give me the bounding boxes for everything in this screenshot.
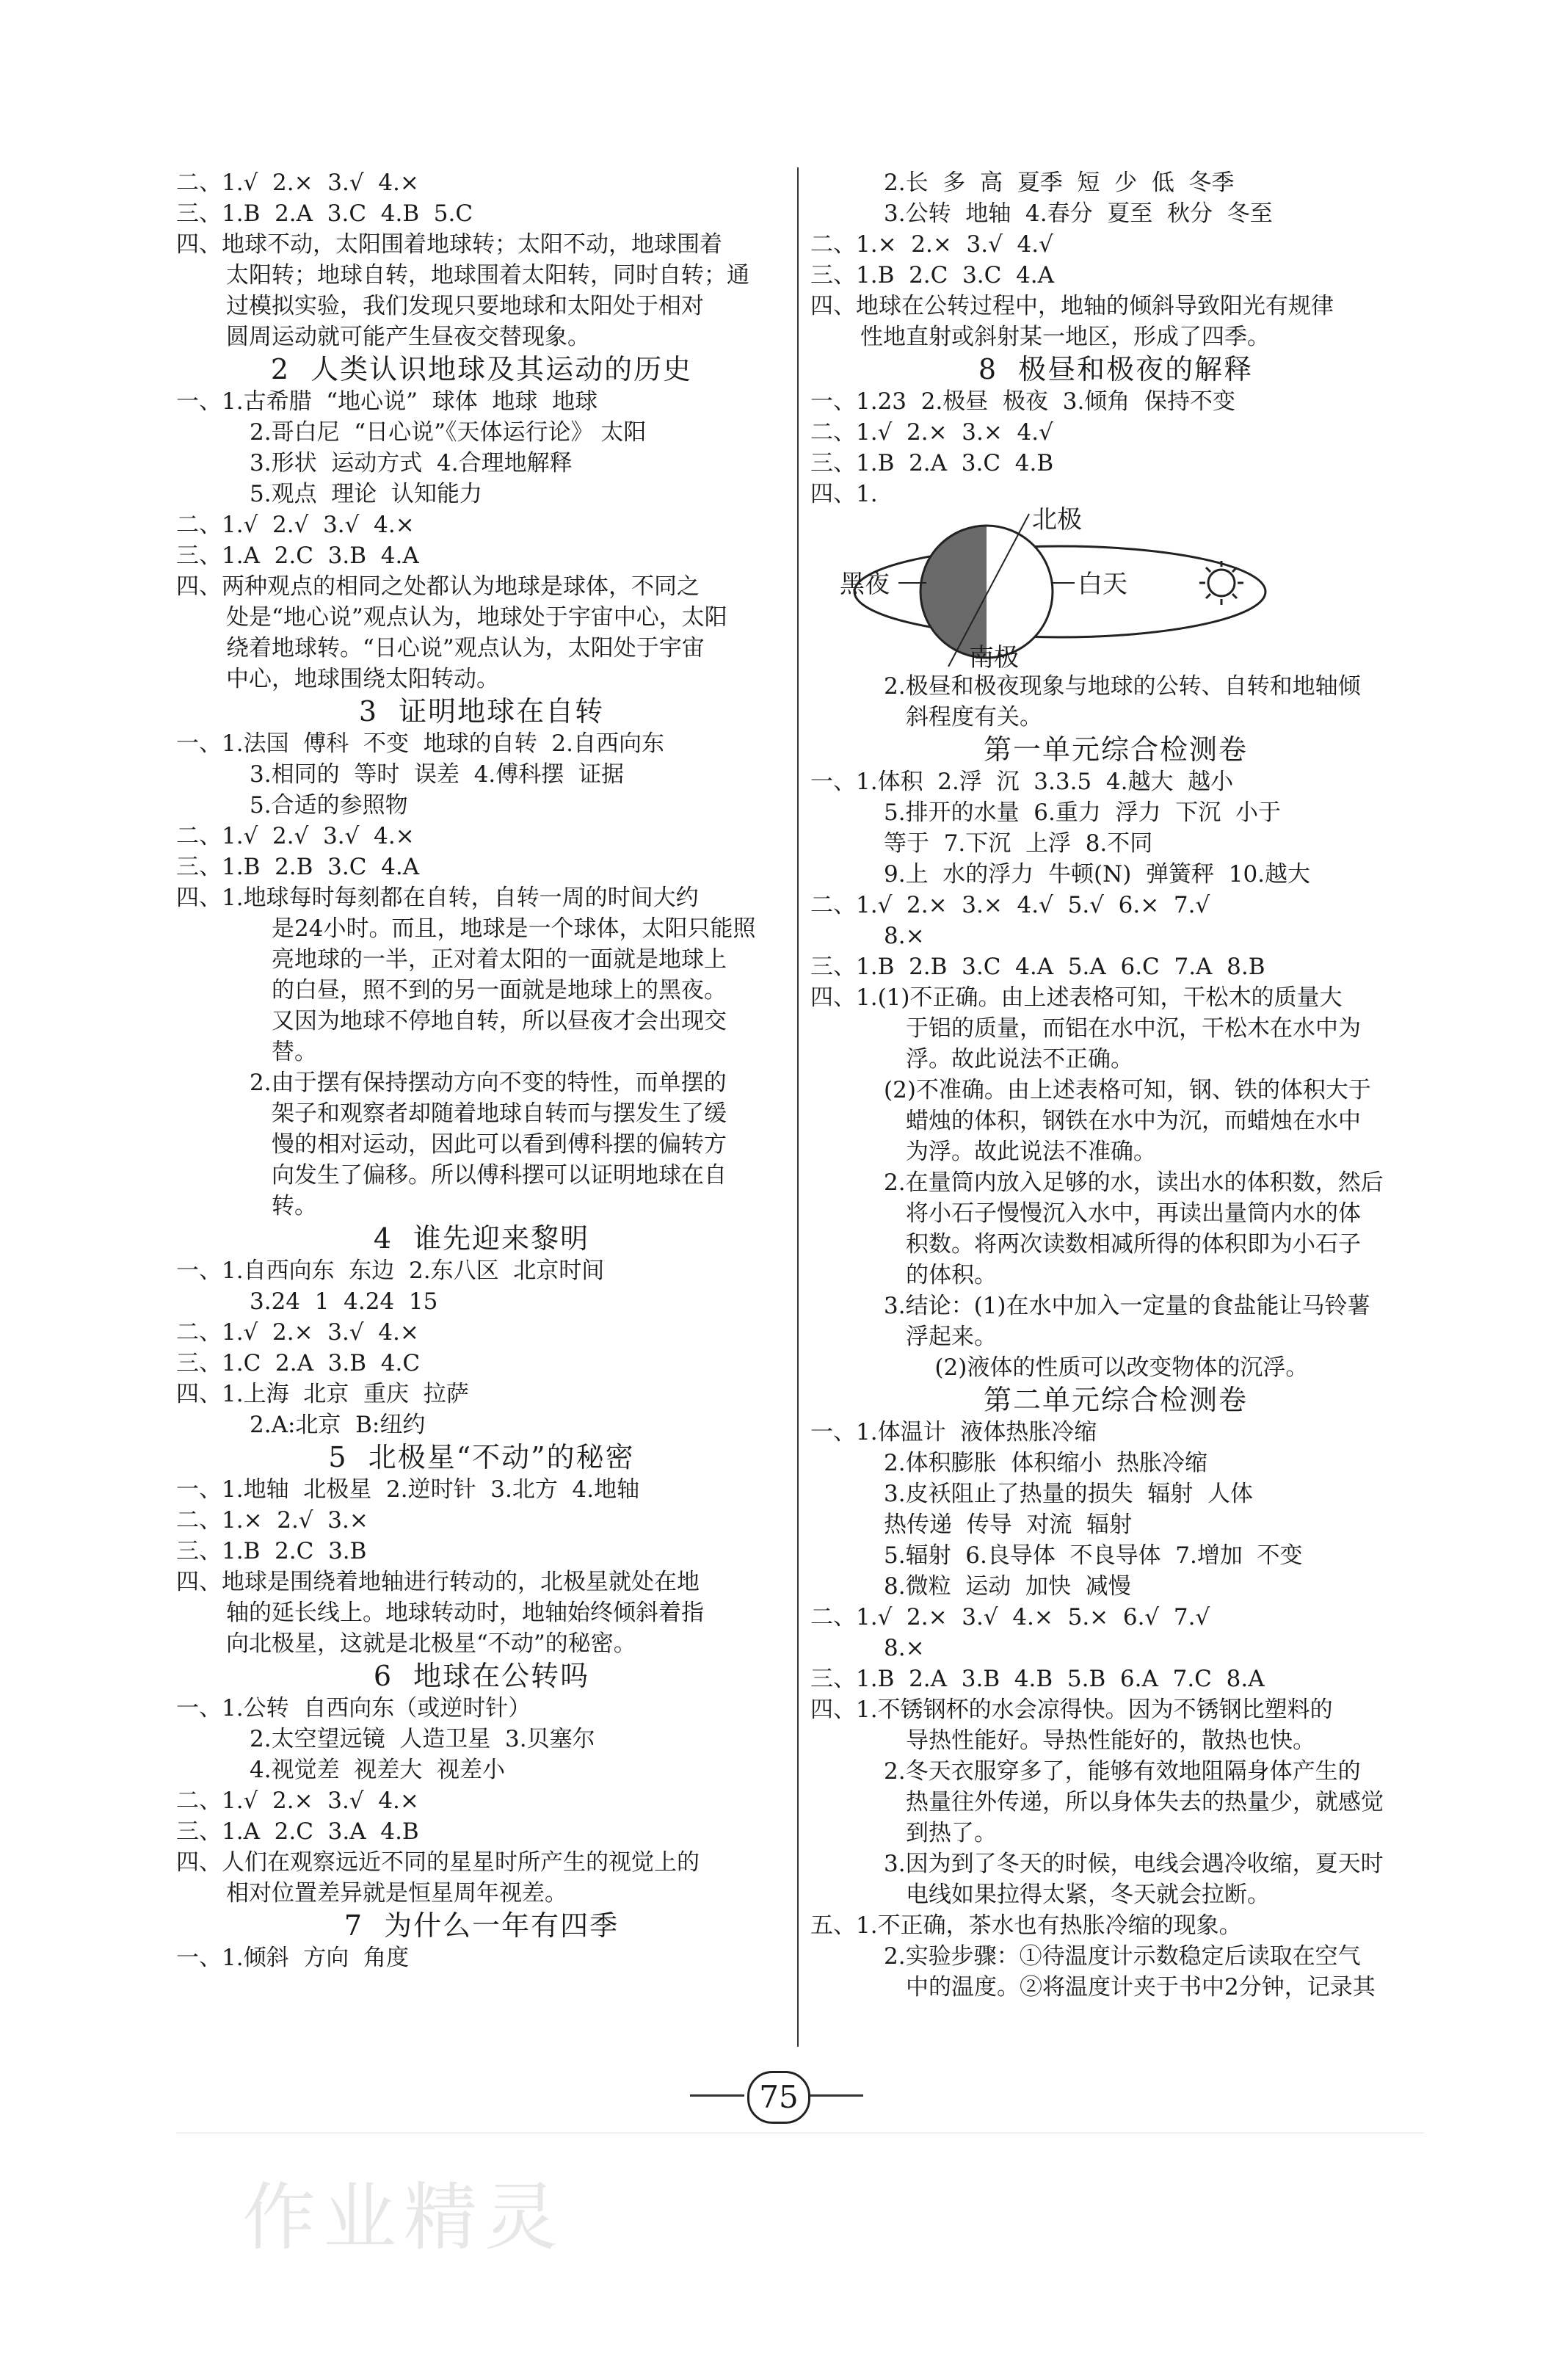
answer-line: 5.排开的水量 6.重力 浮力 下沉 小于: [884, 799, 1281, 826]
answer-line: 向北极星，这就是北极星“不动”的秘密。: [226, 1630, 636, 1657]
answer-line: 过模拟实验，我们发现只要地球和太阳处于相对: [226, 293, 704, 319]
answer-line: 二、1.√ 2.√ 3.√ 4.×: [176, 512, 415, 538]
answer-line: 的体积。: [906, 1262, 997, 1288]
answer-line: 2.由于摆有保持摆动方向不变的特性，而单摆的: [250, 1070, 727, 1096]
answer-line: 四、1.上海 北京 重庆 拉萨: [176, 1381, 469, 1407]
answer-line: 等于 7.下沉 上浮 8.不同: [884, 830, 1153, 857]
answer-line: 热传递 传导 对流 辐射: [884, 1512, 1133, 1538]
answer-line: 一、1.自西向东 东边 2.东八区 北京时间: [176, 1258, 605, 1284]
answer-line: 浮起来。: [906, 1324, 997, 1350]
answer-line: 三、1.B 2.A 3.C 4.B: [810, 450, 1054, 476]
answer-line: 一、1.倾斜 方向 角度: [176, 1945, 409, 1971]
answer-line: 3.结论：(1)在水中加入一定量的食盐能让马铃薯: [884, 1293, 1370, 1319]
answer-line: 圆周运动就可能产生昼夜交替现象。: [226, 324, 590, 350]
answer-line: 2.实验步骤：①待温度计示数稳定后读取在空气: [884, 1943, 1361, 1970]
answer-line: 二、1.× 2.× 3.√ 4.√: [810, 231, 1053, 258]
answer-line: (2)液体的性质可以改变物体的沉浮。: [906, 1354, 1309, 1381]
answer-line: 二、1.× 2.√ 3.×: [176, 1507, 368, 1534]
answer-line: 五、1.不正确，茶水也有热胀冷缩的现象。: [810, 1912, 1242, 1939]
answer-line: 四、1.(1)不正确。由上述表格可知，干松木的质量大: [810, 984, 1343, 1011]
answer-line: (2)不准确。由上述表格可知，钢、铁的体积大于: [884, 1077, 1371, 1103]
answer-line: 转。: [272, 1193, 317, 1219]
answer-line: 三、1.A 2.C 3.B 4.A: [176, 543, 419, 569]
section-heading: 5 北极星“不动”的秘密: [328, 1441, 635, 1473]
sun-icon: [1199, 561, 1243, 605]
answer-line: 2.极昼和极夜现象与地球的公转、自转和地轴倾: [884, 673, 1361, 700]
answer-line: 三、1.B 2.A 3.B 4.B 5.B 6.A 7.C 8.A: [810, 1666, 1265, 1692]
answer-line: 5.观点 理论 认知能力: [250, 481, 482, 507]
page-footer: [0, 2067, 1551, 2125]
answer-line: 将小石子慢慢沉入水中，再读出量筒内水的体: [906, 1200, 1361, 1227]
answer-line: 导热性能好。导热性能好的，散热也快。: [906, 1727, 1315, 1754]
answer-line: 3.皮袄阻止了热量的损失 辐射 人体: [884, 1481, 1253, 1507]
answer-line: 3.24 1 4.24 15: [250, 1288, 438, 1315]
answer-line: 2.长 多 高 夏季 短 少 低 冬季: [884, 170, 1235, 196]
answer-line: 热量往外传递，所以身体失去的热量少，就感觉: [906, 1789, 1384, 1815]
answer-line: 三、1.B 2.A 3.C 4.B 5.C: [176, 200, 473, 227]
answer-line: 三、1.B 2.B 3.C 4.A 5.A 6.C 7.A 8.B: [810, 954, 1265, 980]
right-bottom-answers: [810, 671, 1421, 2003]
answer-line: 四、两种观点的相同之处都认为地球是球体，不同之: [176, 573, 700, 600]
answer-line: 二、1.√ 2.× 3.× 4.√ 5.√ 6.× 7.√: [810, 892, 1210, 918]
night-label: 黑夜: [840, 570, 890, 599]
section-heading: 第二单元综合检测卷: [983, 1384, 1248, 1416]
answer-line: 四、地球不动，太阳围着地球转；太阳不动，地球围着: [176, 231, 722, 258]
answer-line: 2.A:北京 B:纽约: [250, 1412, 426, 1438]
section-heading: 8 极昼和极夜的解释: [978, 353, 1254, 385]
answer-line: 2.哥白尼 “日心说”《天体运行论》 太阳: [250, 419, 647, 446]
column-divider: [797, 167, 799, 2047]
answer-line: 向发生了偏移。所以傅科摆可以证明地球在自: [272, 1162, 727, 1189]
answer-line: 二、1.√ 2.× 3.√ 4.×: [176, 1788, 419, 1814]
right-column: [810, 167, 1421, 2003]
section-heading: 第一单元综合检测卷: [983, 733, 1248, 766]
answer-line: 3.公转 地轴 4.春分 夏至 秋分 冬至: [884, 200, 1273, 227]
answer-line: 一、1.体积 2.浮 沉 3.3.5 4.越大 越小: [810, 769, 1234, 795]
section-heading: 7 为什么一年有四季: [344, 1909, 620, 1942]
polar-day-night-diagram: [810, 505, 1421, 672]
answer-line: 一、1.公转 自西向东（或逆时针）: [176, 1695, 531, 1721]
answer-line: 3.因为到了冬天的时候，电线会遇冷收缩，夏天时: [884, 1851, 1384, 1877]
answer-line: 四、人们在观察远近不同的星星时所产生的视觉上的: [176, 1849, 700, 1876]
left-column: [176, 167, 787, 1973]
answer-line: 2.在量筒内放入足够的水，读出水的体积数，然后: [884, 1169, 1384, 1196]
page-number: 75: [747, 2071, 810, 2124]
answer-line: 轴的延长线上。地球转动时，地轴始终倾斜着指: [226, 1600, 704, 1626]
answer-line: 处是“地心说”观点认为，地球处于宇宙中心，太阳: [226, 604, 727, 631]
answer-line: 3.形状 运动方式 4.合理地解释: [250, 450, 573, 476]
answer-line: 一、1.体温计 液体热胀冷缩: [810, 1419, 1097, 1445]
answer-line: 8.×: [884, 923, 925, 949]
north-pole-label: 北极: [1032, 505, 1082, 534]
answer-line: 到热了。: [906, 1820, 997, 1846]
section-heading: 2 人类认识地球及其运动的历史: [270, 353, 693, 385]
answer-line: 二、1.√ 2.× 3.√ 4.×: [176, 170, 419, 196]
answer-line: 性地直射或斜射某一地区，形成了四季。: [860, 324, 1270, 350]
answer-line: 四、1.不锈钢杯的水会凉得快。因为不锈钢比塑料的: [810, 1697, 1333, 1723]
answer-line: 绕着地球转。“日心说”观点认为，太阳处于宇宙: [226, 635, 705, 661]
answer-line: 二、1.√ 2.× 3.× 4.√: [810, 419, 1053, 446]
south-pole-label: 南极: [969, 643, 1019, 672]
answer-line: 四、地球是围绕着地轴进行转动的，北极星就处在地: [176, 1569, 700, 1595]
answer-line: 慢的相对运动，因此可以看到傅科摆的偏转方: [272, 1131, 727, 1158]
answer-line: 的白昼，照不到的另一面就是地球上的黑夜。: [272, 977, 727, 1004]
answer-line: 于铝的质量，而铝在水中沉，干松木在水中为: [906, 1015, 1361, 1042]
answer-line: 三、1.B 2.B 3.C 4.A: [176, 854, 420, 880]
answer-line: 二、1.√ 2.√ 3.√ 4.×: [176, 823, 415, 849]
answer-line: 斜程度有关。: [906, 704, 1042, 730]
answer-line: 3.相同的 等时 误差 4.傅科摆 证据: [250, 761, 624, 788]
answer-line: 又因为地球不停地自转，所以昼夜才会出现交: [272, 1008, 727, 1034]
answer-line: 积数。将两次读数相减所得的体积即为小石子: [906, 1231, 1361, 1258]
answer-line: 5.合适的参照物: [250, 792, 408, 819]
answer-line: 三、1.B 2.C 3.B: [176, 1538, 367, 1564]
answer-line: 2.冬天衣服穿多了，能够有效地阻隔身体产生的: [884, 1758, 1361, 1785]
answer-line: 一、1.地轴 北极星 2.逆时针 3.北方 4.地轴: [176, 1476, 640, 1503]
answer-line: 一、1.古希腊 “地心说” 球体 地球 地球: [176, 388, 598, 415]
footer-rule-right: [809, 2094, 863, 2097]
answer-line: 亮地球的一半，正对着太阳的一面就是地球上: [272, 946, 727, 973]
answer-line: 中心，地球围绕太阳转动。: [226, 666, 499, 692]
answer-line: 一、1.法国 傅科 不变 地球的自转 2.自西向东: [176, 730, 664, 757]
orbit-ellipse: [854, 546, 1265, 637]
answer-line: 替。: [272, 1039, 317, 1065]
answer-line: 四、1.地球每时每刻都在自转，自转一周的时间大约: [176, 885, 699, 911]
answer-line: 8.×: [884, 1635, 925, 1661]
section-heading: 4 谁先迎来黎明: [373, 1222, 590, 1255]
answer-line: 中的温度。②将温度计夹于书中2分钟，记录其: [906, 1974, 1376, 2000]
answer-line: 2.太空望远镜 人造卫星 3.贝塞尔: [250, 1726, 595, 1752]
section-heading: 3 证明地球在自转: [358, 695, 605, 728]
footer-rule-left: [690, 2094, 744, 2097]
answer-line: 是24小时。而且，地球是一个球体，太阳只能照: [272, 915, 756, 942]
day-label: 白天: [1078, 570, 1127, 599]
night-half: [920, 526, 987, 658]
answer-line: 三、1.B 2.C 3.C 4.A: [810, 262, 1055, 289]
answer-line: 四、地球在公转过程中，地轴的倾斜导致阳光有规律: [810, 293, 1334, 319]
section-heading: 6 地球在公转吗: [373, 1660, 590, 1692]
answer-line: 为浮。故此说法不准确。: [906, 1139, 1156, 1165]
answer-line: 5.辐射 6.良导体 不良导体 7.增加 不变: [884, 1542, 1303, 1569]
answer-line: 三、1.C 2.A 3.B 4.C: [176, 1350, 421, 1376]
right-top-answers: [810, 167, 1421, 509]
answer-line: 四、1.: [810, 481, 878, 507]
answer-line: 相对位置差异就是恒星周年视差。: [226, 1880, 567, 1906]
answer-line: 9.上 水的浮力 牛顿(N) 弹簧秤 10.越大: [884, 861, 1311, 888]
answer-line: 架子和观察者却随着地球自转而与摆发生了缓: [272, 1100, 727, 1127]
answer-line: 浮。故此说法不正确。: [906, 1046, 1133, 1073]
answer-line: 三、1.A 2.C 3.A 4.B: [176, 1818, 419, 1845]
answer-line: 4.视觉差 视差大 视差小: [250, 1757, 505, 1783]
answer-line: 蜡烛的体积，钢铁在水中为沉，而蜡烛在水中: [906, 1108, 1361, 1134]
answer-line: 二、1.√ 2.× 3.√ 4.× 5.× 6.√ 7.√: [810, 1604, 1210, 1630]
answer-line: 二、1.√ 2.× 3.√ 4.×: [176, 1319, 419, 1346]
answer-line: 8.微粒 运动 加快 减慢: [884, 1573, 1131, 1600]
answer-line: 太阳转；地球自转，地球围着太阳转，同时自转；通: [226, 262, 749, 289]
answer-line: 2.体积膨胀 体积缩小 热胀冷缩: [884, 1450, 1207, 1476]
answer-line: 电线如果拉得太紧，冬天就会拉断。: [906, 1882, 1270, 1908]
answer-line: 一、1.23 2.极昼 极夜 3.倾角 保持不变: [810, 388, 1236, 415]
watermark-logo: 作业精灵: [242, 2174, 565, 2260]
